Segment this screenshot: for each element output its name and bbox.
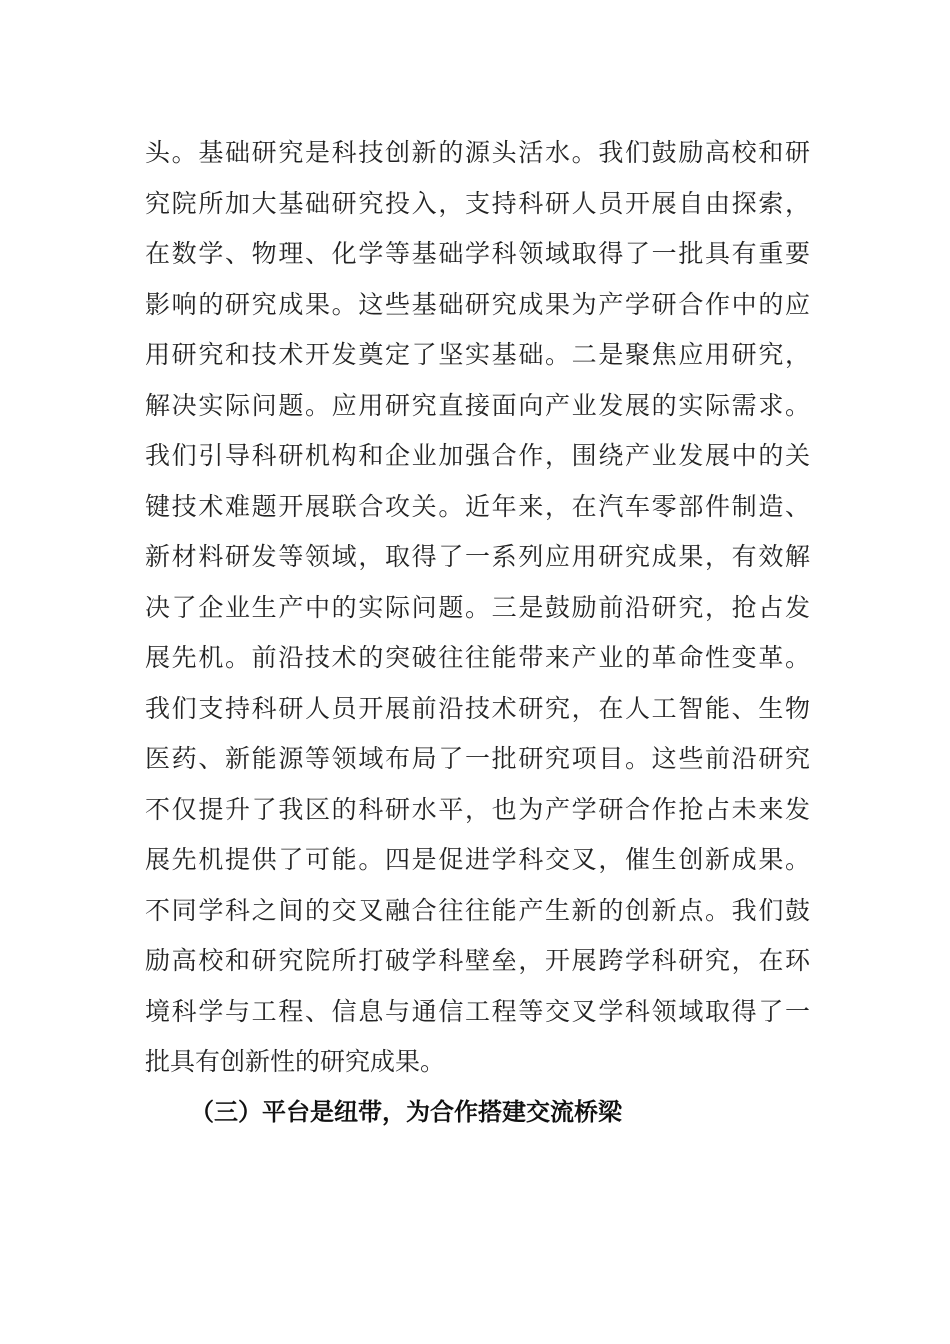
text-line: 用研究和技术开发奠定了坚实基础。二是聚焦应用研究，	[145, 340, 810, 369]
text-line: 不仅提升了我区的科研水平，也为产学研合作抢占未来发	[145, 794, 810, 824]
text-line: 我们支持科研人员开展前沿技术研究，在人工智能、生物	[145, 693, 810, 723]
text-line: 励高校和研究院所打破学科壁垒，开展跨学科研究，在环	[145, 946, 810, 975]
text-line: 究院所加大基础研究投入，支持科研人员开展自由探索，	[145, 188, 810, 218]
text-line: 医药、新能源等领域布局了一批研究项目。这些前沿研究	[145, 744, 810, 773]
text-line: 键技术难题开展联合攻关。近年来，在汽车零部件制造、	[145, 491, 810, 521]
text-line: 我们引导科研机构和企业加强合作，围绕产业发展中的关	[145, 441, 810, 470]
text-line: 影响的研究成果。这些基础研究成果为产学研合作中的应	[145, 289, 810, 319]
section-heading: （三）平台是纽带，为合作搭建交流桥梁	[190, 1098, 622, 1126]
text-line: 解决实际问题。应用研究直接面向产业发展的实际需求。	[145, 390, 810, 420]
text-line: 展先机。前沿技术的突破往往能带来产业的革命性变革。	[145, 643, 810, 672]
text-line: 不同学科之间的交叉融合往往能产生新的创新点。我们鼓	[145, 895, 810, 925]
body-paragraph	[145, 128, 810, 1088]
text-line: 展先机提供了可能。四是促进学科交叉，催生创新成果。	[145, 845, 810, 874]
text-line: 在数学、物理、化学等基础学科领域取得了一批具有重要	[145, 239, 810, 268]
text-line: 决了企业生产中的实际问题。三是鼓励前沿研究，抢占发	[145, 592, 810, 622]
text-line: 境科学与工程、信息与通信工程等交叉学科领域取得了一	[145, 996, 810, 1026]
text-line: 批具有创新性的研究成果。	[145, 1047, 446, 1076]
text-line: 新材料研发等领域，取得了一系列应用研究成果，有效解	[145, 542, 810, 571]
text-line: 头。基础研究是科技创新的源头活水。我们鼓励高校和研	[145, 138, 810, 167]
